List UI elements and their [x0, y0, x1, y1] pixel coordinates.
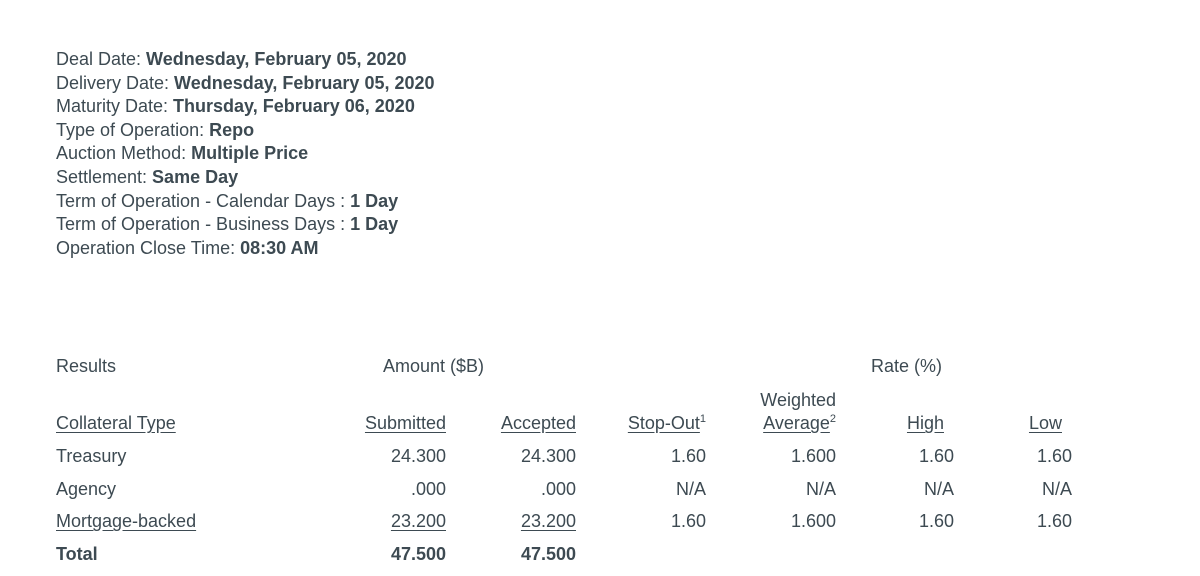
low-cell: 1.60: [1036, 446, 1072, 466]
submitted-header[interactable]: Submitted: [364, 413, 446, 433]
submitted-cell: .000: [410, 479, 446, 499]
delivery-date-value: Wednesday, February 05, 2020: [174, 72, 435, 93]
stop-out-cell: 1.60: [670, 511, 706, 531]
weighted-average-cell: N/A: [805, 479, 836, 499]
weighted-header-line1: Weighted: [760, 390, 836, 410]
collateral-type-header[interactable]: Collateral Type: [56, 413, 176, 433]
calendar-days-row: Term of Operation - Calendar Days : 1 Day: [56, 190, 399, 211]
weighted-average-cell: 1.600: [790, 511, 836, 531]
business-days-value: 1 Day: [350, 214, 399, 235]
footnote-1-marker: 1: [699, 413, 706, 425]
collateral-type-cell: Treasury: [56, 446, 127, 466]
settlement-value: Same Day: [152, 166, 239, 187]
collateral-type-cell: Agency: [56, 479, 117, 499]
amount-group-header: Amount ($B): [383, 356, 485, 376]
low-header[interactable]: Low: [1028, 413, 1062, 433]
maturity-date-value: Thursday, February 06, 2020: [173, 96, 415, 117]
business-days-row: Term of Operation - Business Days : 1 Day: [56, 214, 399, 235]
weighted-average-header[interactable]: Average$^2$: [763, 413, 836, 433]
deal-date-value: Wednesday, February 05, 2020: [146, 49, 407, 69]
close-time-row: Operation Close Time: 08:30 AM: [56, 237, 319, 258]
stop-out-cell: N/A: [675, 479, 706, 499]
operation-type-value: Repo: [209, 119, 255, 140]
total-submitted: 47.500: [390, 544, 446, 564]
accepted-cell: 23.200: [520, 511, 576, 531]
accepted-header[interactable]: Accepted: [500, 413, 576, 433]
high-header[interactable]: High: [906, 413, 944, 433]
operation-details: [56, 48, 435, 260]
rate-group-header: Rate (%): [871, 356, 943, 376]
high-cell: 1.60: [918, 511, 954, 531]
submitted-cell: 23.200: [390, 511, 446, 531]
delivery-date-row: Delivery Date: Wednesday, February 05, 2020: [56, 72, 435, 93]
accepted-cell: 24.300: [520, 446, 576, 466]
deal-date-row: Deal Date: Wednesday, February 05, 2020: [56, 49, 407, 69]
total-accepted: 47.500: [520, 544, 576, 564]
maturity-date-row: Maturity Date: Thursday, February 06, 2020: [56, 96, 415, 117]
calendar-days-value: 1 Day: [350, 190, 399, 211]
high-cell: N/A: [923, 479, 954, 499]
high-cell: 1.60: [918, 446, 954, 466]
operation-type-row: Type of Operation: Repo: [56, 119, 255, 140]
stop-out-cell: 1.60: [670, 446, 706, 466]
accepted-cell: .000: [540, 479, 576, 499]
auction-method-row: Auction Method: Multiple Price: [56, 143, 309, 164]
stop-out-header[interactable]: Stop-Out$^1$: [627, 413, 706, 433]
low-cell: 1.60: [1036, 511, 1072, 531]
total-label: Total: [56, 544, 98, 564]
close-time-value: 08:30 AM: [240, 237, 319, 258]
settlement-row: Settlement: Same Day: [56, 166, 239, 187]
auction-method-value: Multiple Price: [191, 143, 309, 164]
results-label: Results: [56, 356, 117, 376]
weighted-average-cell: 1.600: [790, 446, 836, 466]
footnote-2-marker: 2: [829, 413, 836, 425]
collateral-type-cell: Mortgage-backed: [56, 511, 197, 531]
low-cell: N/A: [1041, 479, 1072, 499]
submitted-cell: 24.300: [390, 446, 446, 466]
